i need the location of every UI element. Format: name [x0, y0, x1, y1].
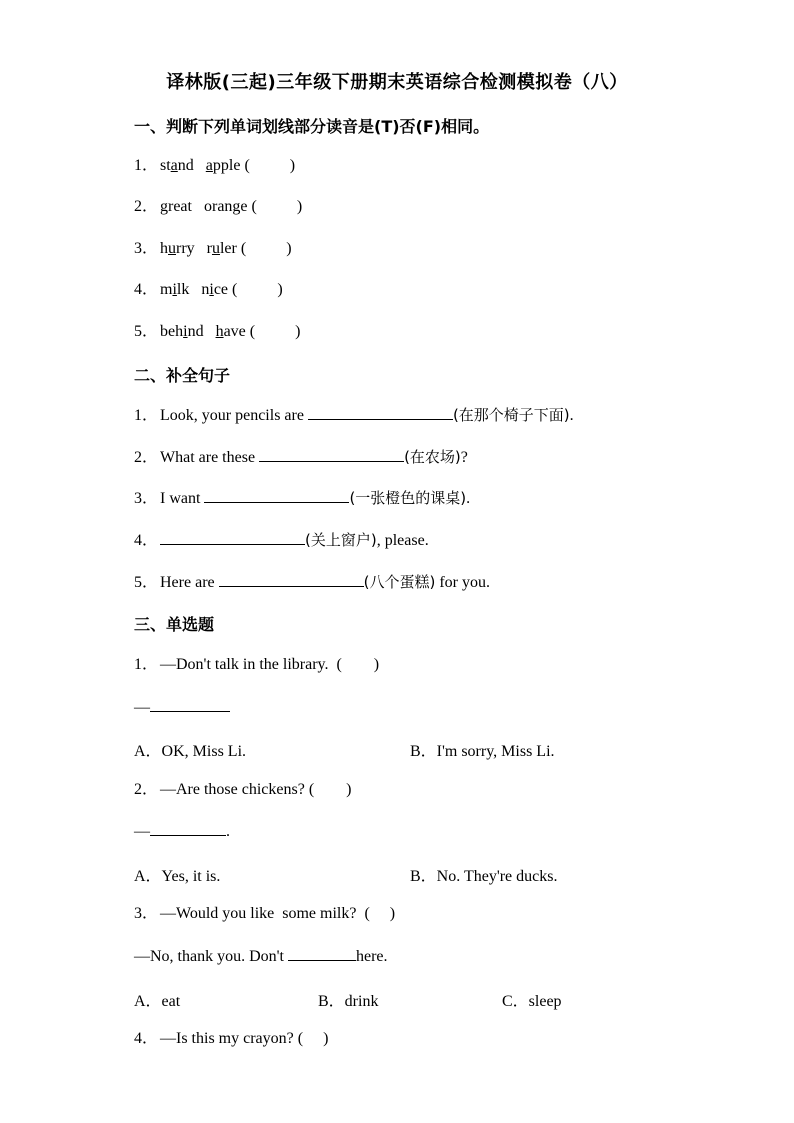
s1-item-4: 4． milk nice ( ) [134, 281, 283, 298]
answer-paren[interactable]: ( ) [240, 240, 292, 257]
section-3-heading: 三、单选题 [134, 615, 215, 634]
s1-item-1: 1． stand apple ( ) [134, 157, 296, 174]
s3-q1-reply: — [134, 697, 230, 718]
s3-q2-reply: — . [134, 823, 230, 840]
s3-q2-option-a[interactable]: A．Yes, it is. [134, 868, 221, 885]
s1-item-2: 2． great orange ( ) [134, 198, 303, 215]
fill-blank[interactable] [150, 697, 230, 712]
s2-item-1: 1． Look, your pencils are (在那个椅子下面). [134, 406, 574, 424]
fill-blank[interactable] [308, 405, 453, 420]
fill-blank[interactable] [160, 530, 305, 545]
s3-q3-reply: —No, thank you. Don't here. [134, 948, 388, 965]
answer-paren[interactable]: ( ) [251, 198, 303, 215]
answer-paren[interactable]: ( ) [232, 281, 283, 298]
fill-blank[interactable] [219, 572, 364, 587]
fill-blank[interactable] [204, 488, 349, 503]
s3-q2-question: 2． —Are those chickens? ( ) [134, 781, 352, 798]
s3-q3-option-a[interactable]: A．eat [134, 993, 181, 1010]
s1-item-5: 5． behind have ( ) [134, 323, 301, 340]
s3-q1-option-b[interactable]: B．I'm sorry, Miss Li. [410, 743, 555, 760]
s2-item-5: 5． Here are (八个蛋糕) for you. [134, 573, 490, 591]
s3-q2-option-b[interactable]: B．No. They're ducks. [410, 868, 558, 885]
s2-item-3: 3． I want (一张橙色的课桌). [134, 489, 471, 507]
page-title: 译林版(三起)三年级下册期末英语综合检测模拟卷（八） [166, 72, 628, 93]
s2-item-4: 4． (关上窗户), please. [134, 531, 429, 549]
fill-blank[interactable] [259, 447, 404, 462]
s3-q3-option-c[interactable]: C．sleep [502, 993, 562, 1010]
answer-paren[interactable]: ( ) [244, 157, 296, 174]
s3-q3-option-b[interactable]: B．drink [318, 993, 379, 1010]
s3-q1-option-a[interactable]: A．OK, Miss Li. [134, 743, 247, 760]
s3-q4-question: 4． —Is this my crayon? ( ) [134, 1030, 329, 1047]
section-1-heading: 一、判断下列单词划线部分读音是(T)否(F)相同。 [134, 117, 490, 136]
s3-q1-question: 1． —Don't talk in the library. ( ) [134, 656, 380, 673]
s2-item-2: 2． What are these (在农场)? [134, 448, 468, 466]
fill-blank[interactable] [288, 946, 356, 961]
fill-blank[interactable] [150, 821, 226, 836]
answer-paren[interactable]: ( ) [249, 323, 301, 340]
s1-item-3: 3． hurry ruler ( ) [134, 240, 292, 257]
section-2-heading: 二、补全句子 [134, 366, 231, 385]
s3-q3-question: 3． —Would you like some milk? ( ) [134, 905, 396, 922]
